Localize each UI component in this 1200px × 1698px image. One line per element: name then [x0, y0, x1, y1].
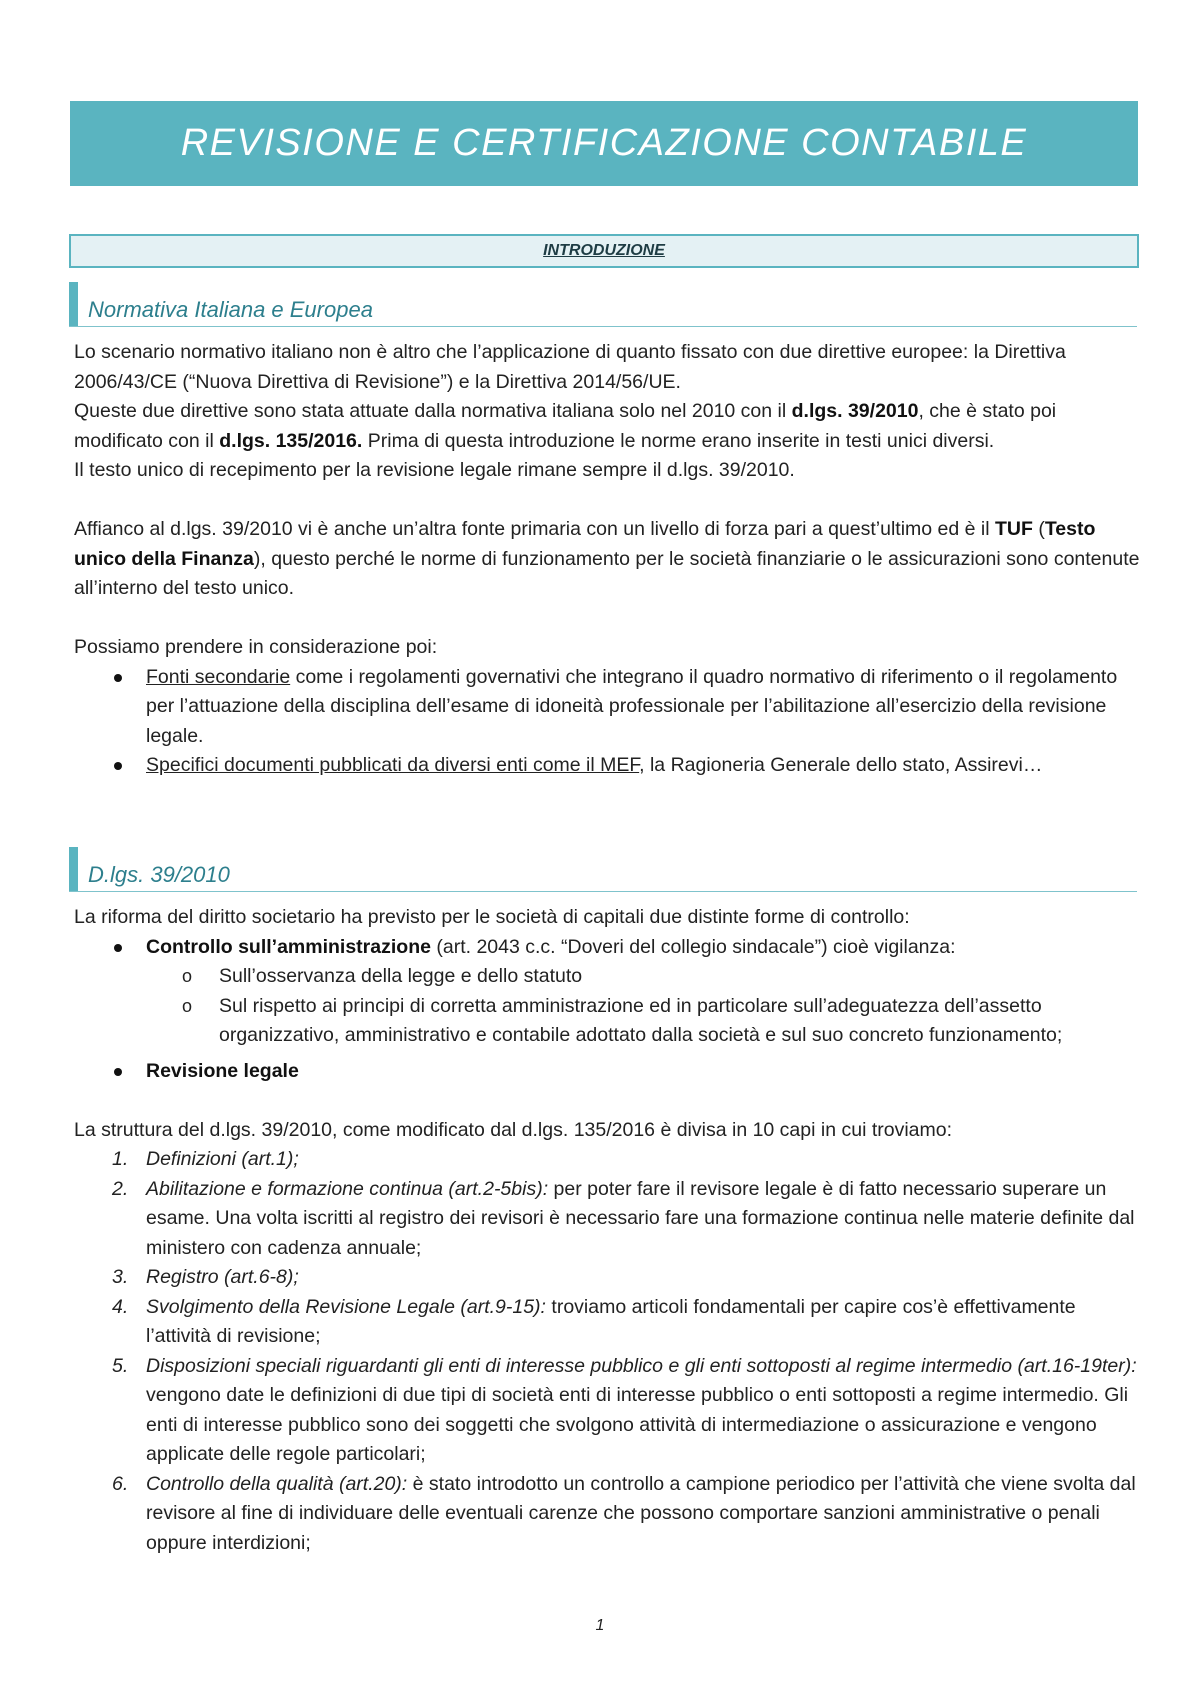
paragraph: Il testo unico di recepimento per la revisione legale rimane sempre il d.lgs. 39/2010. — [74, 459, 795, 481]
section2-body — [74, 903, 1142, 1558]
sub-list — [74, 962, 1142, 1051]
paragraph — [74, 515, 1142, 604]
bold-term: Testo unico della Finanza — [74, 518, 1096, 570]
numbered-item — [74, 1145, 1142, 1175]
list-item — [74, 933, 1142, 963]
underlined-term: Fonti secondarie — [146, 665, 291, 688]
item-title: Definizioni (art.1); — [146, 1148, 299, 1170]
numbered-item — [74, 1175, 1142, 1264]
paragraph: La struttura del d.lgs. 39/2010, come modificato dal d.lgs. 135/2016 è divisa in 10 capi in cui troviamo: — [74, 1118, 953, 1141]
sub-list-item: o Sul rispetto ai principi di corretta amministrazione ed in particolare sull’adeguatezza dell’assetto organizzativo, amministrativo e contabile adottato dalla società e sul suo concreto funzionamento; — [74, 992, 1142, 1051]
item-number: 2. — [112, 1177, 129, 1200]
text-run: Prima di questa introduzione le norme erano inserite in testi unici diversi. — [362, 429, 995, 452]
bullet-list — [74, 663, 1142, 781]
document-title: REVISIONE E CERTIFICAZIONE CONTABILE — [180, 122, 1028, 164]
heading-accent-bar — [69, 847, 78, 891]
item-text: troviamo articoli fondamentali per capire cos’è effettivamente l’attività di revisione; — [146, 1295, 1076, 1347]
list-item — [74, 1057, 1142, 1087]
text-run: Queste due direttive sono stata attuate dalla normativa italiana solo nel 2010 con il — [74, 400, 792, 422]
numbered-item — [74, 1470, 1142, 1559]
paragraph — [74, 397, 1142, 456]
item-text: è stato introdotto un controllo a campione periodico per l’attività che viene svolta dal revisore al fine di individuare delle eventuali carenze che possono comportare sanzioni amministrative o penali oppure interdizioni; — [146, 1472, 1136, 1554]
text-run: Affianco al d.lgs. 39/2010 vi è anche un’altra fonte primaria con un livello di forza pari a quest’ultimo ed è il — [74, 518, 996, 540]
text-run: come i regolamenti governativi che integrano il quadro normativo di riferimento o il regolamento per l’attuazione della disciplina dell’esame di idoneità professionale per l’abilitazione all’esercizio della revisione legale. — [146, 665, 1118, 747]
page-number: 1 — [595, 1617, 605, 1634]
paragraph: Possiamo prendere in considerazione poi: — [74, 636, 438, 658]
text-run: , che è stato poi modificato con il — [74, 400, 1057, 452]
item-number: 4. — [112, 1295, 129, 1318]
numbered-item — [74, 1293, 1142, 1352]
section-heading-dlgs — [69, 847, 1137, 892]
item-title: Disposizioni speciali riguardanti gli enti di interesse pubblico e gli enti sottoposti al regime intermedio (art.16-19ter): — [146, 1354, 1137, 1377]
text-run: , la Ragioneria Generale dello stato, Assirevi… — [639, 754, 1043, 776]
numbered-item — [74, 1263, 1142, 1293]
section1-body — [74, 338, 1142, 781]
bullet-list — [74, 1057, 1142, 1087]
text-run: ), questo perché le norme di funzionamento per le società finanziarie o le assicurazioni sono contenute all’interno del testo unico. — [74, 547, 1140, 599]
list-item — [74, 751, 1142, 781]
item-number: 6. — [112, 1472, 129, 1495]
bold-term: TUF — [995, 518, 1033, 540]
intro-box — [69, 234, 1139, 268]
intro-label: INTRODUZIONE — [543, 242, 665, 259]
bold-term: Revisione legale — [146, 1059, 299, 1082]
text-run: ( — [1032, 518, 1045, 540]
item-title: Registro (art.6-8); — [146, 1266, 299, 1288]
bullet-list — [74, 933, 1142, 963]
section-heading-normativa — [69, 282, 1137, 327]
numbered-item — [74, 1352, 1142, 1470]
item-number: 3. — [112, 1266, 129, 1288]
item-title: Svolgimento della Revisione Legale (art.9-15): — [146, 1295, 546, 1318]
numbered-list — [74, 1145, 1142, 1558]
item-text: vengono date le definizioni di due tipi di società enti di interesse pubblico o enti sottoposti a regime intermedio. Gli enti di interesse pubblico sono dei soggetti che svolgono attività di intermediazione o assicurazione e vengono applicate delle regole particolari; — [146, 1384, 1129, 1465]
heading-accent-bar — [69, 282, 78, 326]
item-text: per poter fare il revisore legale è di fatto necessario superare un esame. Una volta iscritti al registro dei revisori è necessario fare una formazione continua nelle materie definite dal ministero con cadenza annuale; — [146, 1177, 1135, 1259]
item-number: 1. — [112, 1148, 129, 1170]
paragraph: La riforma del diritto societario ha previsto per le società di capitali due distinte forme di controllo: — [74, 906, 910, 928]
list-item — [74, 663, 1142, 752]
bold-term: Controllo sull’amministrazione — [146, 935, 431, 958]
paragraph: Lo scenario normativo italiano non è altro che l’applicazione di quanto fissato con due direttive europee: la Direttiva 2006/43/CE (“Nuova Direttiva di Revisione”) e la Direttiva 2014/56/UE. — [74, 341, 1066, 393]
underlined-term: Specifici documenti pubblicati da diversi enti come il MEF — [146, 754, 640, 776]
title-banner — [70, 101, 1138, 186]
bold-reference: d.lgs. 39/2010 — [791, 400, 919, 422]
item-number: 5. — [112, 1354, 129, 1377]
section-heading-text: Normativa Italiana e Europea — [88, 297, 373, 322]
bold-reference: d.lgs. 135/2016. — [219, 429, 363, 452]
sub-list-item: o Sull’osservanza della legge e dello statuto — [74, 962, 1142, 992]
section-heading-text: D.lgs. 39/2010 — [88, 862, 230, 887]
item-title: Controllo della qualità (art.20): — [146, 1472, 408, 1495]
text-run: (art. 2043 c.c. “Doveri del collegio sindacale”) cioè vigilanza: — [430, 935, 956, 958]
item-title: Abilitazione e formazione continua (art.2-5bis): — [146, 1177, 549, 1200]
